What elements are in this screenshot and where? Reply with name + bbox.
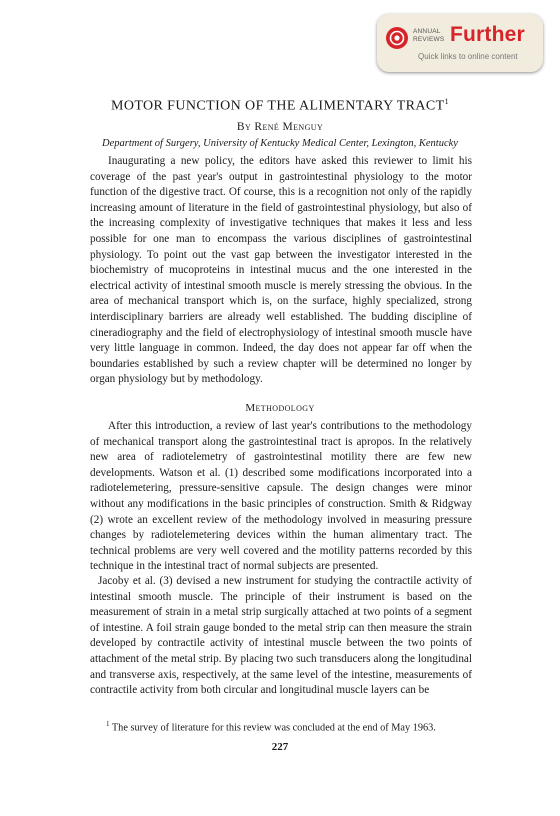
- badge-annual-text: ANNUAL: [413, 28, 441, 35]
- methodology-text-2: Jacoby et al. (3) devised a new instrument for studying the contractile activity of intestinal smooth muscle. The principle of their instrument is based on the measurement of strain in a metal strip surgically attached at two points of a segment of intestine. A foil strain gauge bonded to the metal strip can then measure the strain developed by contractile activity of intestinal muscle between the two points of attachment of the metal strip. By placing two such transducers along the longitudinal and transverse axis, respectively, at the same level of the intestine, measurements of contractile activity from both circular and longitudinal muscle layers can be: [90, 575, 472, 697]
- methodology-text-1: After this introduction, a review of last year's contributions to the methodology of mechanical transport along the gastrointestinal tract is apropos. In the relatively new area of radiotelemetry of gastrointestinal motility there are few new developments. Watson et al. (1) described some modifications incorporated into a radiotelemetering, pressure-sensitive capsule. The design changes were minor without any modifications in the basic principles of construction. Smith & Ridgway (2) wrote an excellent review of the methodology involved in measuring pressure changes by radiotelemetering devices within the human alimentary tract. The technical problems are very well covered and the motility patterns recorded by this technique in the intestinal tract of normal subjects are presented.: [90, 420, 472, 573]
- intro-text: Inaugurating a new policy, the editors have asked this reviewer to limit his coverage of the past year's output in gastrointestinal physiology to the motor function of the digestive tract. Of course, this is a recognition not only of the rapidly increasing amount of literature in the field of gastrointestinal physiology, but also of the increasing complexity of investigative techniques that makes it less and less possible for one man to encompass the various disciplines of gastrointestinal physiology. To point out the vast gap between the investigator interested in the biochemistry of mucoproteins in intestinal mucus and the one interested in the electrical activity of intestinal smooth muscle is merely stressing the obvious. In the area of mechanical transport which is, on the surface, highly specialized, strong interdisciplinary barriers are already well established. The budding discipline of cineradiography and the field of electrophysiology of intestinal smooth muscle have very little language in common. Indeed, the day does not appear far off when the boundaries established by such a review chapter will be determined no longer by organ physiology but by methodology.: [90, 155, 472, 386]
- footnote: [90, 718, 472, 734]
- methodology-paragraph-2: [90, 574, 472, 699]
- article-title-text: MOTOR FUNCTION OF THE ALIMENTARY TRACT: [110, 98, 445, 114]
- annual-reviews-logo-icon: [386, 27, 408, 49]
- title-footnote-mark: 1: [444, 97, 450, 106]
- page-number: 227: [271, 741, 289, 753]
- methodology-paragraph-1: [90, 419, 472, 575]
- badge-subtitle: Quick links to online content: [418, 52, 518, 61]
- footnote-mark: 1: [106, 720, 110, 728]
- article-author: By René Menguy: [236, 121, 324, 133]
- article-affiliation: Department of Surgery, University of Kentucky Medical Center, Lexington, Kentucky: [102, 138, 458, 149]
- badge-reviews-text: REVIEWS: [413, 35, 445, 43]
- badge-title: Further: [450, 23, 525, 46]
- article-title: [0, 94, 560, 115]
- further-links-badge[interactable]: [377, 14, 543, 72]
- footnote-text: The survey of literature for this review was concluded at the end of May 1963.: [111, 722, 436, 734]
- intro-paragraph: [90, 154, 472, 388]
- section-heading-methodology: Methodology: [245, 402, 315, 414]
- badge-publisher-label: [413, 28, 444, 43]
